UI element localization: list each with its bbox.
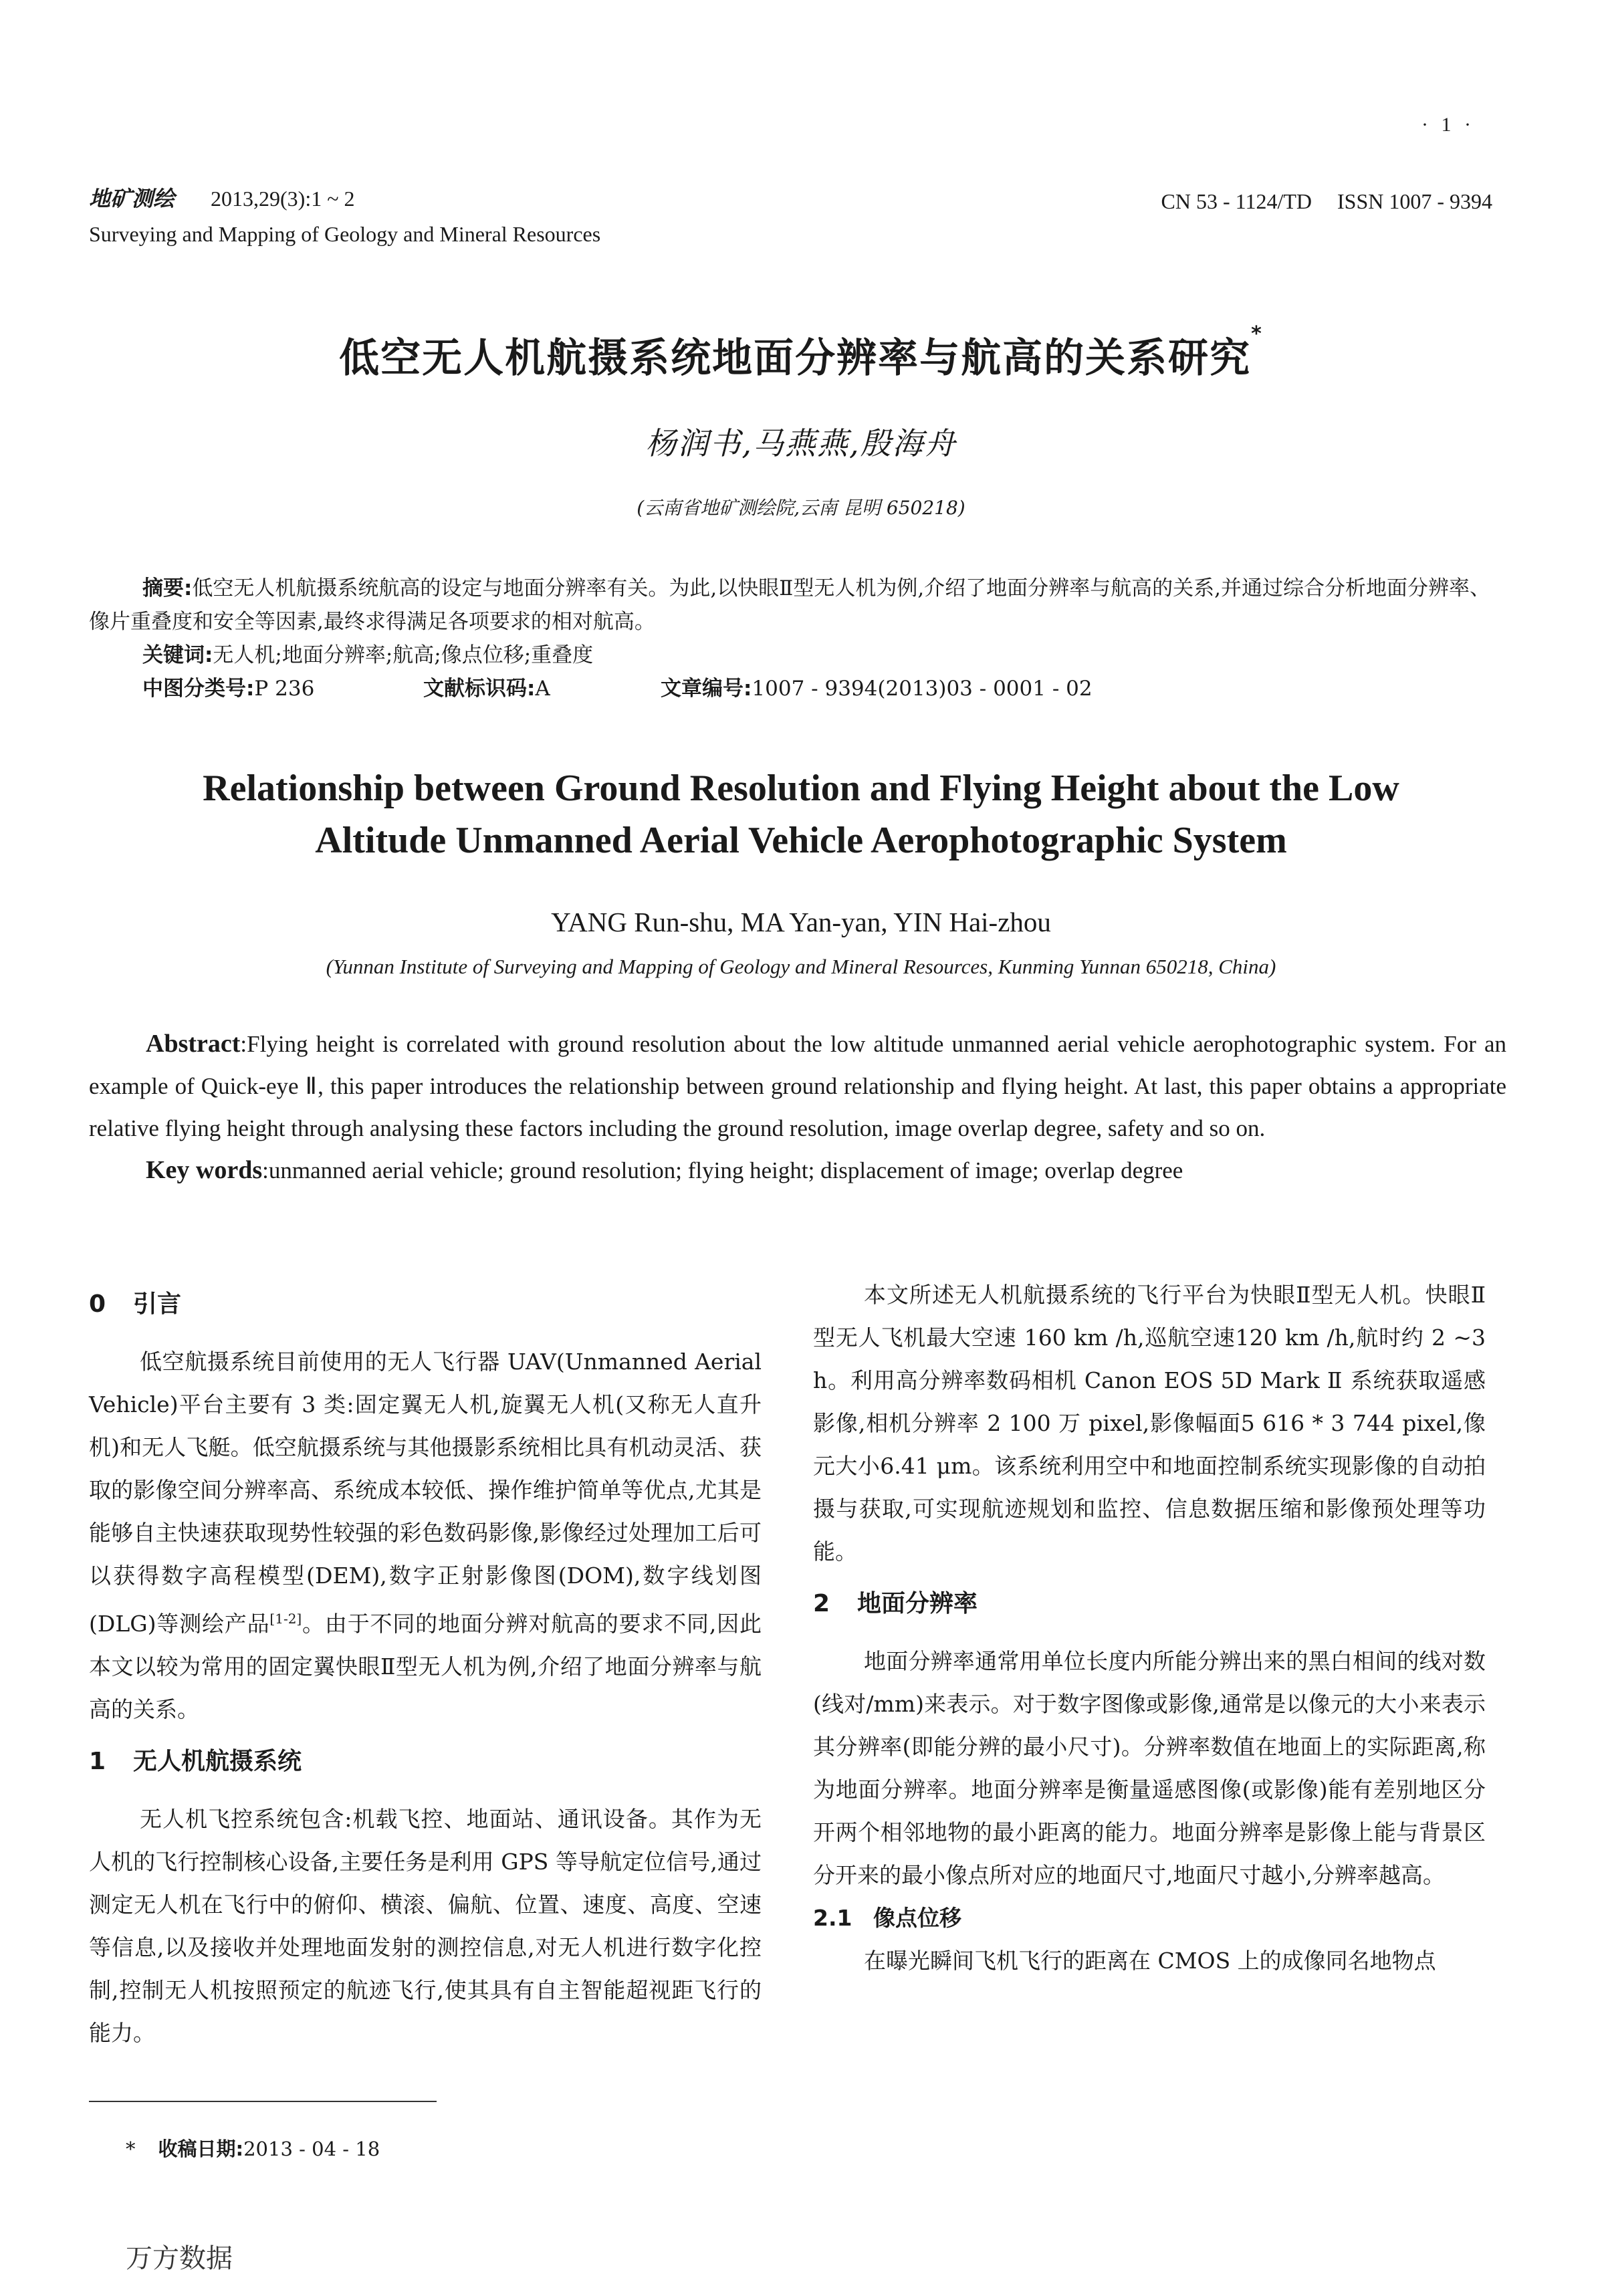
keywords-en-label: Key words: [146, 1156, 263, 1184]
section-heading-1: 1 无人机航摄系统: [89, 1748, 302, 1775]
abstract-en: [89, 1023, 1506, 1191]
cn-code: CN 53 - 1124/TD: [1161, 189, 1312, 213]
section-heading-0: 0 引言: [89, 1290, 182, 1318]
abstract-en-text: :Flying height is correlated with ground resolution about the low altitude unmanned aerial vehicle aerophotographic system. For an example of Quick-eye Ⅱ, this paper introduces the relationship between ground relationship and flying height. At last, this paper obtains a appropriate relative flying height through analysing these factors including the ground resolution, image overlap degree, safety and so on.: [89, 1031, 1506, 1141]
journal-header: [89, 182, 600, 247]
footnote-divider: [89, 2101, 437, 2102]
body-column-left: [89, 1274, 762, 2055]
classification-row: 中图分类号:P 236 文献标识码:A 文章编号:1007 - 9394(2013)03 - 0001 - 02: [89, 672, 1506, 705]
title-cn: 低空无人机航摄系统地面分辨率与航高的关系研究*: [339, 322, 1263, 382]
authors-en: YANG Run-shu, MA Yan-yan, YIN Hai-zhou: [551, 907, 1051, 937]
section-1-paragraph-1: 无人机飞控系统包含:机载飞控、地面站、通讯设备。其作为无人机的飞行控制核心设备,主要任务是利用 GPS 等导航定位信号,通过测定无人机在飞行中的俯仰、横滚、偏航、位置、速度、高度、空速等信息,以及接收并处理地面发射的测控信息,对无人机进行数字化控制,控制无人机按照预定的航迹飞行,使其具有自主智能超视距飞行的能力。: [89, 1806, 762, 2046]
journal-codes: [1161, 189, 1492, 214]
abstract-cn-label: 摘要:: [142, 576, 193, 600]
title-en: Relationship between Ground Resolution and Flying Height about the Low Altitude Unmanned Aerial Vehicle Aerophotographic System: [203, 768, 1399, 861]
received-date: 2013 - 04 - 18: [243, 2138, 380, 2160]
section-2-paragraph: 地面分辨率通常用单位长度内所能分辨出来的黑白相间的线对数(线对/mm)来表示。对于数字图像或影像,通常是以像元的大小来表示其分辨率(即能分辨的最小尺寸)。分辨率数值在地面上的实际距离,称为地面分辨率。地面分辨率是衡量遥感图像(或影像)能有差别地区分开两个相邻地物的最小距离的能力。地面分辨率是影像上能与背景区分开来的最小像点所对应的地面尺寸,地面尺寸越小,分辨率越高。: [813, 1648, 1486, 1888]
keywords-en: :unmanned aerial vehicle; ground resolution; flying height; displacement of image; overlap degree: [262, 1157, 1183, 1183]
keywords-cn: 无人机;地面分辨率;航高;像点位移;重叠度: [213, 643, 594, 667]
abstract-cn: [89, 572, 1506, 705]
page-number: · 1 ·: [1421, 114, 1475, 136]
section-1-paragraph-2: 本文所述无人机航摄系统的飞行平台为快眼Ⅱ型无人机。快眼Ⅱ型无人飞机最大空速 160 km /h,巡航空速120 km /h,航时约 2 ~3 h。利用高分辨率数码相机 Canon EOS 5D Mark Ⅱ 系统获取遥感影像,相机分辨率 2 100 万 pixel,影像幅面5 616 * 3 744 pixel,像元大小6.41 μm。该系统利用空中和地面控制系统实现影像的自动拍摄与获取,可实现航迹规划和监控、信息数据压缩和影像预处理等功能。: [813, 1282, 1486, 1565]
section-heading-2: 2 地面分辨率: [813, 1590, 978, 1617]
journal-issue: 2013,29(3):1 ~ 2: [211, 187, 355, 211]
body-column-right: [813, 1274, 1486, 1982]
received-date-label: 收稿日期:: [158, 2138, 244, 2160]
citation-ref: [1-2]: [269, 1611, 302, 1627]
authors-cn: 杨润书,马燕燕,殷海舟: [645, 425, 957, 461]
journal-name-en: Surveying and Mapping of Geology and Mineral Resources: [89, 222, 601, 246]
affiliation-en: (Yunnan Institute of Surveying and Mapping of Geology and Mineral Resources, Kunming Yunnan 650218, China): [326, 955, 1276, 978]
affiliation-cn: (云南省地矿测绘院,云南 昆明 650218): [637, 497, 965, 519]
subsection-2-1-paragraph: 在曝光瞬间飞机飞行的距离在 CMOS 上的成像同名地物点: [864, 1948, 1436, 1974]
keywords-cn-label: 关键词:: [142, 643, 213, 667]
title-footnote-mark: *: [1251, 322, 1263, 346]
section-0-paragraph: 低空航摄系统目前使用的无人飞行器 UAV(Unmanned Aerial Vehicle)平台主要有 3 类:固定翼无人机,旋翼无人机(又称无人直升机)和无人飞艇。低空航摄系统与其他摄影系统相比具有机动灵活、获取的影像空间分辨率高、系统成本较低、操作维护简单等优点,尤其是能够自主快速获取现势性较强的彩色数码影像,影像经过处理加工后可以获得数字高程模型(DEM),数字正射影像图(DOM),数字线划图(DLG)等测绘产品[1-2]。由于不同的地面分辨对航高的要求不同,因此本文以较为常用的固定翼快眼Ⅱ型无人机为例,介绍了地面分辨率与航高的关系。: [89, 1349, 762, 1722]
clc-code: P 236: [254, 677, 315, 701]
footnote: * 收稿日期:2013 - 04 - 18: [126, 2138, 380, 2160]
subsection-heading-2-1: 2.1 像点位移: [813, 1905, 961, 1931]
journal-name-cn: 地矿测绘: [89, 186, 175, 211]
doc-code: A: [535, 677, 550, 701]
issn: ISSN 1007 - 9394: [1337, 189, 1492, 213]
article-number: 1007 - 9394(2013)03 - 0001 - 02: [752, 677, 1093, 701]
database-watermark: 万方数据: [126, 2243, 233, 2274]
abstract-en-label: Abstract: [146, 1030, 241, 1058]
abstract-cn-text: 低空无人机航摄系统航高的设定与地面分辨率有关。为此,以快眼Ⅱ型无人机为例,介绍了地面分辨率与航高的关系,并通过综合分析地面分辨率、像片重叠度和安全等因素,最终求得满足各项要求的相对航高。: [89, 576, 1491, 634]
